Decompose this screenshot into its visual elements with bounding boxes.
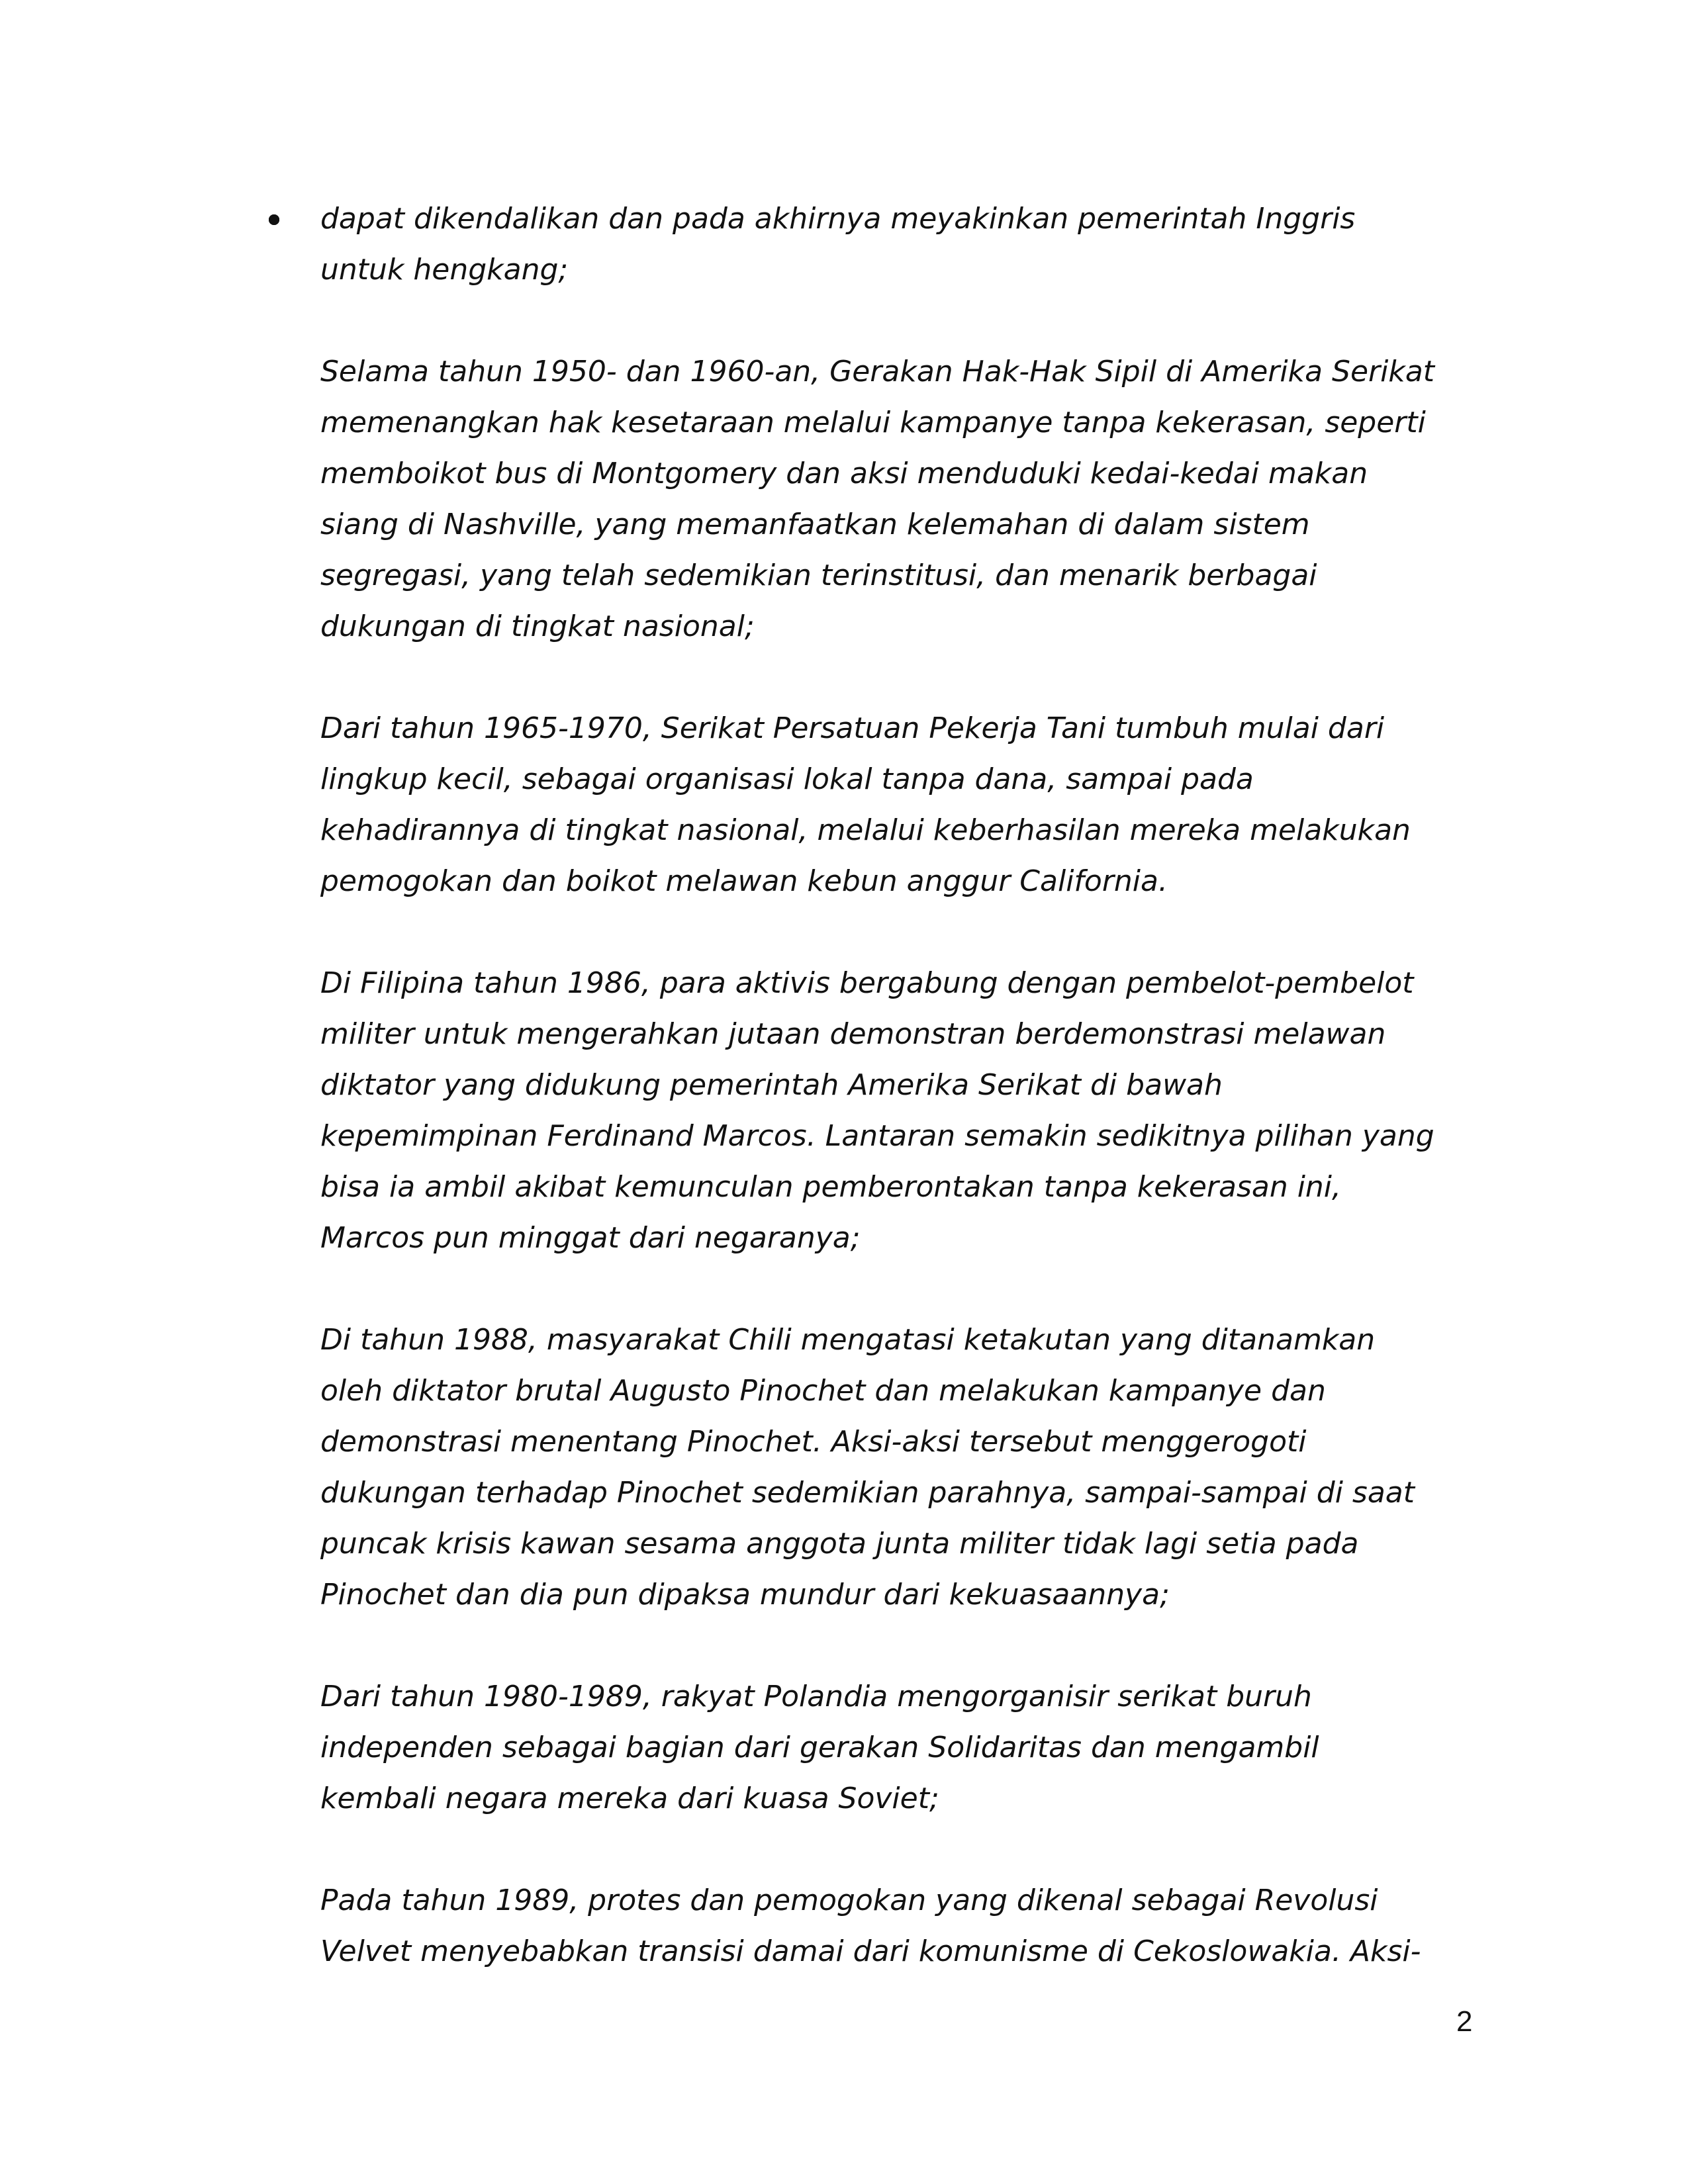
list-item-text: Selama tahun 1950- dan 1960-an, Gerakan Hak-Hak Sipil di Amerika Serikat memenangkan hak kesetaraan melalui kampanye tanpa kekerasan, seperti memboikot bus di Montgomery dan aksi menduduki kedai-kedai makan siang di Nashville, yang memanfaatkan kelemahan di dalam sistem segregasi, yang telah sedemikian terinstitusi, dan menarik berbagai dukungan di tingkat nasional; bbox=[320, 355, 1435, 643]
continuation-paragraph: dapat dikendalikan dan pada akhirnya meyakinkan pemerintah Inggris untuk hengkang; bbox=[320, 202, 1356, 287]
list-item bbox=[263, 1875, 1442, 1977]
list-item bbox=[263, 958, 1442, 1263]
list-item-text: Dari tahun 1965-1970, Serikat Persatuan Pekerja Tani tumbuh mulai dari lingkup kecil, sebagai organisasi lokal tanpa dana, sampai pada kehadirannya di tingkat nasional, melalui keberhasilan mereka melakukan pemogokan dan boikot melawan kebun anggur California. bbox=[320, 711, 1411, 898]
list-item bbox=[263, 1314, 1442, 1620]
list-item bbox=[263, 346, 1442, 652]
page-number: 2 bbox=[1456, 2005, 1473, 2038]
list-item-text: Di Filipina tahun 1986, para aktivis bergabung dengan pembelot-pembelot militer untuk mengerahkan jutaan demonstran berdemonstrasi melawan diktator yang didukung pemerintah Amerika Serikat di bawah kepemimpinan Ferdinand Marcos. Lantaran semakin sedikitnya pilihan yang bisa ia ambil akibat kemunculan pemberontakan tanpa kekerasan ini, Marcos pun minggat dari negaranya; bbox=[320, 966, 1434, 1255]
list-item-text: Di tahun 1988, masyarakat Chili mengatasi ketakutan yang ditanamkan oleh diktator brutal Augusto Pinochet dan melakukan kampanye dan demonstrasi menentang Pinochet. Aksi-aksi tersebut menggerogoti dukungan terhadap Pinochet sedemikian parahnya, sampai-sampai di saat puncak krisis kawan sesama anggota junta militer tidak lagi setia pada Pinochet dan dia pun dipaksa mundur dari kekuasaannya; bbox=[320, 1323, 1415, 1612]
document-body bbox=[263, 193, 1442, 2028]
bullet-dot-icon bbox=[269, 214, 279, 225]
list-item bbox=[263, 1671, 1442, 1824]
list-item-text: Dari tahun 1980-1989, rakyat Polandia mengorganisir serikat buruh independen sebagai bagian dari gerakan Solidaritas dan mengambil kembali negara mereka dari kuasa Soviet; bbox=[320, 1680, 1319, 1815]
list-item bbox=[263, 703, 1442, 907]
list-item-text: Pada tahun 1989, protes dan pemogokan yang dikenal sebagai Revolusi Velvet menyebabkan transisi damai dari komunisme di Cekoslowakia. Aksi- bbox=[320, 1884, 1421, 1968]
